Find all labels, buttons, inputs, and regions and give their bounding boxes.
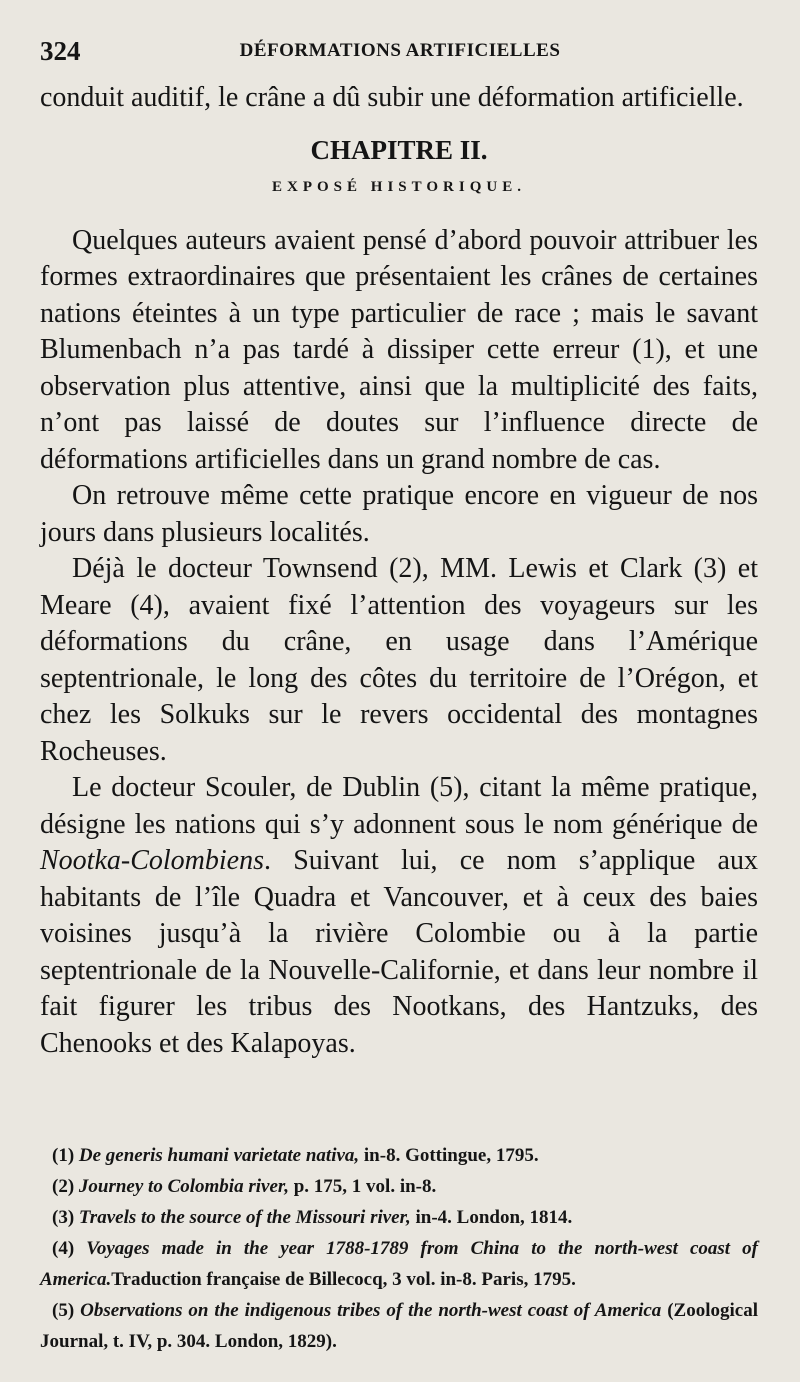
footnote-5 (40, 1295, 758, 1357)
paragraph-2: On retrouve même cette pratique encore en vigueur de nos jours dans plusieurs localités. (40, 480, 758, 548)
paragraph-4-italic: Nootka-Colombiens (40, 845, 264, 876)
footnote-number: (1) (52, 1145, 75, 1166)
footnote-2 (40, 1171, 758, 1202)
footnote-details: in-8. Gottingue, 1795. (359, 1145, 539, 1166)
footnote-details: in-4. London, 1814. (410, 1207, 573, 1228)
footnote-number: (4) (52, 1238, 75, 1259)
footnote-3 (40, 1202, 758, 1233)
footnote-4 (40, 1233, 758, 1295)
footnote-title: Observations on the indigenous tribes of the north-west coast of America (80, 1300, 662, 1321)
page-header (40, 36, 760, 72)
footnote-title: Voyages made in the year 1788-1789 from China to the north-west coast of America. (40, 1238, 758, 1290)
footnote-1 (40, 1140, 758, 1171)
footnote-details: (Zoological Journal, t. IV, p. 304. London, 1829). (40, 1300, 759, 1352)
footnote-number: (3) (52, 1207, 75, 1228)
intro-paragraph: conduit auditif, le crâne a dû subir une déformation artificielle. (40, 82, 744, 113)
footnote-details: p. 175, 1 vol. in-8. (288, 1176, 437, 1197)
running-title: DÉFORMATIONS ARTIFICIELLES (239, 40, 561, 61)
section-title: EXPOSÉ HISTORIQUE. (272, 178, 526, 195)
paragraph-4 (40, 770, 758, 1062)
footnote-title: Journey to Colombia river, (78, 1176, 289, 1197)
footnote-title: De generis humani varietate nativa, (78, 1145, 360, 1166)
paragraph-3: Déjà le docteur Townsend (2), MM. Lewis et Clark (3) et Meare (4), avaient fixé l’attention des voyageurs sur les déformations du crâne, en usage dans l’Amérique septentrionale, le long des côtes du territoire de l’Orégon, et chez les Solkuks sur le revers occidental des montagnes Rocheuses. (40, 553, 758, 767)
paragraph-4-text-b: . Suivant lui, ce nom s’applique aux habitants de l’île Quadra et Vancouver, et à ceux des baies voisines jusqu’à la rivière Colombie ou à la partie septentrionale de la Nouvelle-Californie, et dans leur nombre il fait figurer les tribus des Nootkans, des Hantzuks, des Chenooks et des Kalapoyas. (40, 845, 758, 1059)
chapter-title: CHAPITRE II. (310, 134, 488, 165)
footnote-details: Traduction française de Billecocq, 3 vol. in-8. Paris, 1795. (111, 1269, 576, 1290)
footnotes (40, 1140, 758, 1357)
footnote-number: (2) (52, 1176, 75, 1197)
footnote-title: Travels to the source of the Missouri river, (78, 1207, 411, 1228)
page-number: 324 (40, 36, 81, 66)
body-text (40, 80, 758, 1062)
footnote-number: (5) (52, 1300, 75, 1321)
paragraph-1: Quelques auteurs avaient pensé d’abord pouvoir attribuer les formes extraordinaires que présentaient les crânes de certaines nations éteintes à un type particulier de race ; mais le savant Blumenbach n’a pas tardé à dissiper cette erreur (1), et une observation plus attentive, ainsi que la multiplicité des faits, n’ont pas laissé de doutes sur l’influence directe de déformations artificielles dans un grand nombre de cas. (40, 224, 758, 475)
paragraph-4-text-a: Le docteur Scouler, de Dublin (5), citant la même pratique, désigne les nations qui s’y adonnent sous le nom générique de (40, 772, 758, 840)
